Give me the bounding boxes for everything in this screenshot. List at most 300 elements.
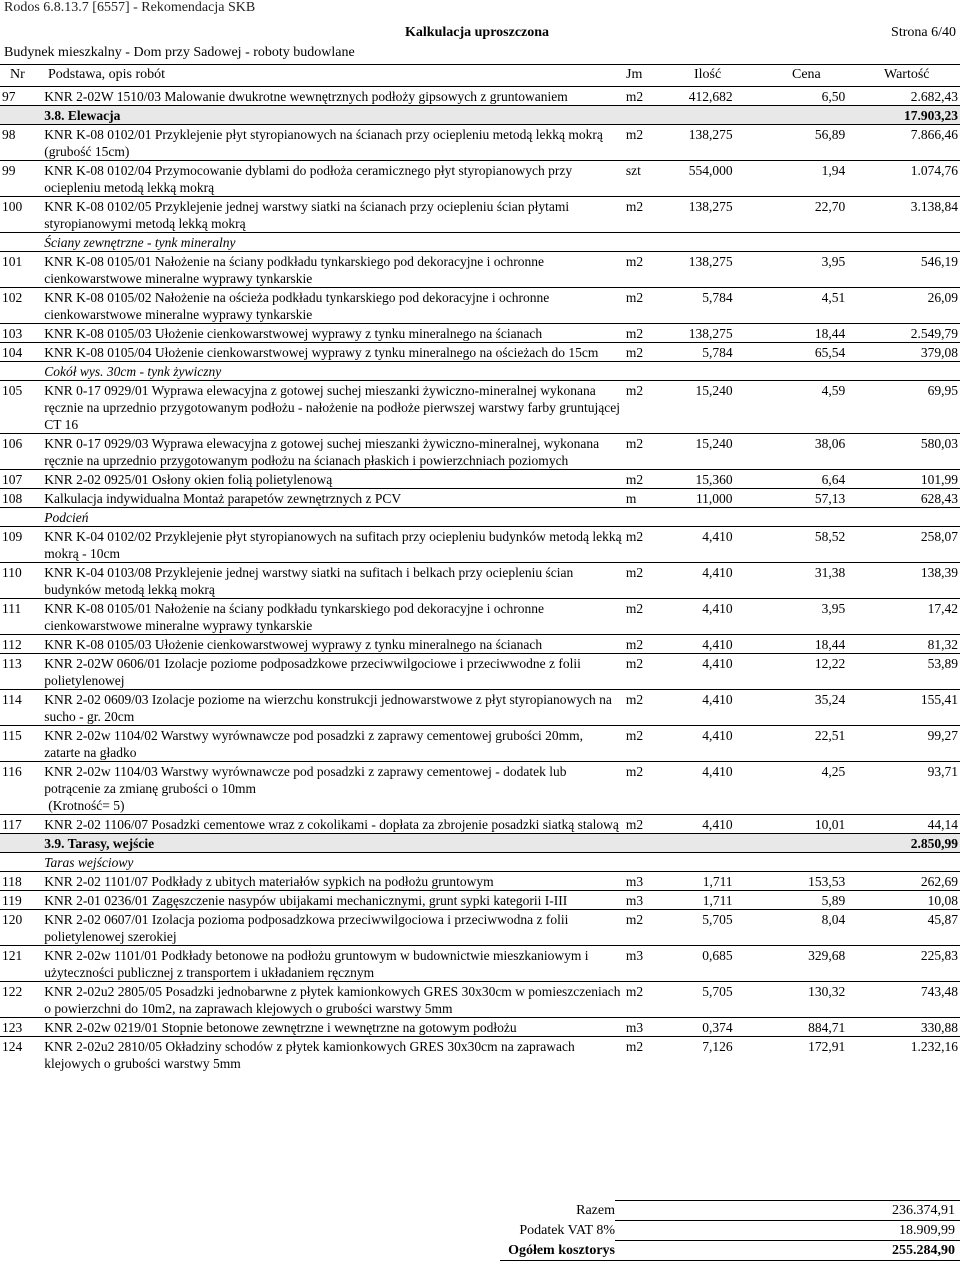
cell-price [735, 834, 848, 853]
cell-qty-text: 554,000 [688, 163, 733, 178]
cell-jm [624, 106, 668, 125]
table-row [0, 252, 960, 288]
table-row [0, 654, 960, 690]
cell-desc [40, 343, 624, 362]
cell-price-text: 57,13 [814, 491, 846, 506]
cell-nr-text: 116 [2, 764, 22, 779]
cell-value-text: 53,89 [927, 656, 958, 671]
cell-jm [624, 762, 668, 815]
cell-desc [40, 834, 624, 853]
cell-nr [0, 815, 40, 834]
cell-desc [40, 982, 624, 1018]
cell-value [847, 910, 960, 946]
cell-value [847, 1037, 960, 1073]
total-grand-value: 255.284,90 [892, 1243, 955, 1258]
cell-jm [624, 288, 668, 324]
cell-qty-text: 5,705 [702, 912, 733, 927]
cell-value [847, 599, 960, 635]
cell-value-text: 743,48 [920, 984, 958, 999]
cell-desc-text: Taras wejściowy [44, 855, 134, 870]
cell-value [847, 508, 960, 527]
cell-nr [0, 910, 40, 946]
cell-nr-text: 105 [2, 383, 23, 398]
cell-value-text: 45,87 [927, 912, 958, 927]
cell-jm [624, 324, 668, 343]
cell-value-text: 330,88 [920, 1020, 958, 1035]
cell-desc-text: KNR K-04 0103/08 Przyklejenie jednej warstwy siatki na sufitach i belkach przy ociepleniu ścian budynków metodą lekką mokrą [44, 565, 574, 597]
cell-jm [624, 599, 668, 635]
cell-price-text: 18,44 [814, 637, 846, 652]
cell-desc-text: KNR K-08 0105/02 Nałożenie na ościeża podkładu tynkarskiego pod dekoracyjne i ochronne cienkowarstwowe mineralne wyprawy tynkarskie [44, 290, 550, 322]
cell-nr-text: 113 [2, 656, 22, 671]
cell-qty [668, 381, 734, 434]
cell-qty [668, 635, 734, 654]
cell-nr [0, 324, 40, 343]
cell-desc [40, 106, 624, 125]
table-row [0, 891, 960, 910]
cell-qty [668, 288, 734, 324]
cost-table-body [0, 87, 960, 1073]
section-row [0, 834, 960, 853]
cell-qty-text: 138,275 [688, 127, 733, 142]
cell-qty [668, 434, 734, 470]
total-vat-row [0, 1221, 960, 1240]
cell-jm-text: m2 [625, 656, 644, 671]
cell-jm-text: m2 [625, 728, 644, 743]
table-row [0, 527, 960, 563]
cell-desc [40, 635, 624, 654]
cell-nr [0, 1018, 40, 1037]
cell-jm [624, 853, 668, 872]
cell-value-text: 628,43 [920, 491, 958, 506]
cell-jm [624, 233, 668, 252]
cell-nr [0, 726, 40, 762]
cell-qty-text: 412,682 [688, 89, 733, 104]
cell-qty-text: 5,784 [702, 290, 733, 305]
cell-qty-text: 4,410 [702, 817, 733, 832]
cell-price-text: 38,06 [814, 436, 846, 451]
cell-value [847, 1018, 960, 1037]
cell-value [847, 946, 960, 982]
cell-price [735, 161, 848, 197]
col-header-desc: Podstawa, opis robót [48, 67, 166, 82]
cell-price-text: 10,01 [814, 817, 846, 832]
cell-nr [0, 563, 40, 599]
cell-nr [0, 834, 40, 853]
cell-jm [624, 910, 668, 946]
cell-jm [624, 508, 668, 527]
cell-qty-text: 4,410 [702, 565, 733, 580]
cell-qty [668, 197, 734, 233]
cell-jm-text: m2 [625, 912, 644, 927]
cell-value [847, 252, 960, 288]
cell-desc-text: KNR K-08 0102/05 Przyklejenie jednej warstwy siatki na ścianach przy ociepleniu ścian płytami styropianowymi metodą lekką mokrą [44, 199, 570, 231]
cell-desc-text: KNR K-08 0105/01 Nałożenie na ściany podkładu tynkarskiego pod dekoracyjne i ochronne cienkowarstwowe mineralne wyprawy tynkarskie [44, 601, 544, 633]
cell-value-text: 1.074,76 [910, 163, 958, 178]
cell-price [735, 87, 848, 106]
project-name: Budynek mieszkalny - Dom przy Sadowej - roboty budowlane [4, 45, 355, 60]
cell-qty [668, 815, 734, 834]
cell-jm [624, 690, 668, 726]
cell-desc [40, 324, 624, 343]
cell-value [847, 834, 960, 853]
section-row [0, 106, 960, 125]
cell-qty [668, 891, 734, 910]
subsection-row [0, 362, 960, 381]
cell-price [735, 324, 848, 343]
table-row [0, 87, 960, 106]
cell-price-text: 6,50 [821, 89, 846, 104]
cell-nr-text: 117 [2, 817, 22, 832]
cell-desc-text: 3.8. Elewacja [44, 108, 121, 123]
cell-qty [668, 106, 734, 125]
cell-price-text: 65,54 [814, 345, 846, 360]
cell-price [735, 527, 848, 563]
cell-price [735, 946, 848, 982]
cell-qty [668, 599, 734, 635]
cell-nr [0, 872, 40, 891]
cell-price-text: 8,04 [821, 912, 846, 927]
cell-nr-text: 104 [2, 345, 23, 360]
cell-jm-text: m3 [625, 893, 644, 908]
cell-desc [40, 563, 624, 599]
cell-value [847, 161, 960, 197]
cell-value [847, 815, 960, 834]
cell-qty [668, 161, 734, 197]
table-row [0, 726, 960, 762]
cell-qty [668, 343, 734, 362]
cell-desc [40, 197, 624, 233]
cell-desc [40, 489, 624, 508]
cell-qty-text: 4,410 [702, 529, 733, 544]
cell-price [735, 726, 848, 762]
cell-price-text: 3,95 [821, 601, 846, 616]
cell-jm-text: m2 [625, 601, 644, 616]
cell-desc-text: 3.9. Tarasy, wejście [44, 836, 155, 851]
cell-jm-text: m2 [625, 345, 644, 360]
table-row [0, 324, 960, 343]
cell-value-text: 138,39 [920, 565, 958, 580]
cell-qty-text: 4,410 [702, 656, 733, 671]
cell-price-text: 18,44 [814, 326, 846, 341]
cell-qty-text: 15,240 [695, 383, 733, 398]
cell-nr-text: 110 [2, 565, 22, 580]
table-row [0, 946, 960, 982]
cell-qty [668, 946, 734, 982]
cell-jm [624, 654, 668, 690]
cell-desc [40, 853, 624, 872]
cell-jm [624, 1037, 668, 1073]
cell-nr-text: 100 [2, 199, 23, 214]
cell-desc-text: Kalkulacja indywidualna Montaż parapetów zewnętrznych z PCV [44, 491, 402, 506]
subsection-row [0, 508, 960, 527]
cell-value-text: 2.682,43 [910, 89, 958, 104]
cell-value [847, 362, 960, 381]
cell-desc-text: KNR K-08 0105/03 Ułożenie cienkowarstwowej wyprawy z tynku mineralnego na ścianach [44, 326, 543, 341]
cell-value-text: 2.850,99 [910, 836, 958, 851]
cell-qty [668, 527, 734, 563]
cell-value-text: 258,07 [920, 529, 958, 544]
total-razem-value: 236.374,91 [892, 1203, 955, 1218]
cell-nr [0, 891, 40, 910]
cell-price-text: 31,38 [814, 565, 846, 580]
cell-desc-text: Cokół wys. 30cm - tynk żywiczny [44, 364, 222, 379]
table-row [0, 125, 960, 161]
cell-price [735, 654, 848, 690]
cell-qty-text: 138,275 [688, 254, 733, 269]
cell-price-text: 12,22 [814, 656, 846, 671]
cell-jm [624, 434, 668, 470]
total-grand-row [0, 1241, 960, 1260]
cell-jm [624, 470, 668, 489]
cell-price-text: 1,94 [821, 163, 846, 178]
cell-desc [40, 690, 624, 726]
cell-jm-text: m2 [625, 637, 644, 652]
table-row [0, 762, 960, 815]
cell-desc-text: KNR K-08 0102/01 Przyklejenie płyt styropianowych na ścianach przy ociepleniu metodą lekką mokrą (grubość 15cm) [44, 127, 603, 159]
cell-value [847, 762, 960, 815]
cell-price-text: 884,71 [808, 1020, 846, 1035]
page-number: Strona 6/40 [891, 25, 956, 40]
totals-rule-3 [615, 1240, 960, 1241]
cell-price-text: 4,51 [821, 290, 846, 305]
cell-desc-text: KNR 2-02u2 2805/05 Posadzki jednobarwne z płytek kamionkowych GRES 30x30cm w pomieszczeniach o powierzchni do 10m2, na zaprawach klejowych o grubości warstwy 5mm [44, 984, 621, 1016]
cell-desc-text: KNR 2-02W 1510/03 Malowanie dwukrotne wewnętrznych podłoży gipsowych z gruntowaniem [44, 89, 568, 104]
cell-qty [668, 470, 734, 489]
row-note: (Krotność= 5) [48, 798, 125, 813]
cell-nr [0, 1037, 40, 1073]
cell-value [847, 563, 960, 599]
cell-qty [668, 982, 734, 1018]
cell-nr-text: 103 [2, 326, 23, 341]
cell-price-text: 329,68 [808, 948, 846, 963]
cell-nr [0, 233, 40, 252]
cell-jm-text: m2 [625, 326, 644, 341]
cell-nr [0, 690, 40, 726]
cell-desc-text: KNR 2-02w 0219/01 Stopnie betonowe zewnętrzne i wewnętrzne na gotowym podłożu [44, 1020, 517, 1035]
table-row [0, 489, 960, 508]
col-header-price: Cena [792, 67, 821, 82]
cell-value-text: 2.549,79 [910, 326, 958, 341]
cell-desc [40, 125, 624, 161]
cell-qty-text: 5,784 [702, 345, 733, 360]
cell-price [735, 508, 848, 527]
cell-jm-text: m2 [625, 817, 644, 832]
cell-jm [624, 527, 668, 563]
cell-nr [0, 508, 40, 527]
cell-value-text: 69,95 [927, 383, 958, 398]
cell-qty [668, 834, 734, 853]
cell-jm-text: m3 [625, 948, 644, 963]
cell-jm-text: m2 [625, 199, 644, 214]
cell-value-text: 81,32 [927, 637, 958, 652]
cell-qty-text: 7,126 [702, 1039, 733, 1054]
cell-price-text: 4,59 [821, 383, 846, 398]
cell-desc [40, 654, 624, 690]
cell-value [847, 324, 960, 343]
cell-desc-text: Podcień [44, 510, 89, 525]
cell-price [735, 233, 848, 252]
cell-value-text: 1.232,16 [910, 1039, 958, 1054]
cell-desc [40, 87, 624, 106]
cell-value [847, 489, 960, 508]
cell-price [735, 197, 848, 233]
cell-qty [668, 1037, 734, 1073]
cell-qty-text: 4,410 [702, 601, 733, 616]
cell-price [735, 1018, 848, 1037]
cell-jm-text: m2 [625, 692, 644, 707]
cell-price [735, 762, 848, 815]
cell-jm [624, 834, 668, 853]
cell-price [735, 434, 848, 470]
table-row [0, 161, 960, 197]
cell-nr [0, 654, 40, 690]
cell-price-text: 4,25 [821, 764, 846, 779]
table-row [0, 690, 960, 726]
cell-price [735, 982, 848, 1018]
cell-desc [40, 815, 624, 834]
cell-nr-text: 112 [2, 637, 22, 652]
cell-desc-text: KNR K-04 0102/02 Przyklejenie płyt styropianowych na sufitach przy ociepleniu budynków metodą lekką mokrą - 10cm [44, 529, 622, 561]
cell-jm-text: m2 [625, 529, 644, 544]
cell-price [735, 125, 848, 161]
cell-qty-text: 4,410 [702, 764, 733, 779]
cell-qty [668, 362, 734, 381]
col-header-jm: Jm [626, 67, 643, 82]
cell-nr-text: 115 [2, 728, 22, 743]
cell-price [735, 252, 848, 288]
cell-qty-text: 4,410 [702, 692, 733, 707]
cell-desc-text: Ściany zewnętrzne - tynk mineralny [44, 235, 236, 250]
table-row [0, 288, 960, 324]
total-razem-row [0, 1201, 960, 1220]
cell-value [847, 106, 960, 125]
cell-desc [40, 470, 624, 489]
cell-price [735, 288, 848, 324]
cell-desc [40, 726, 624, 762]
cell-desc [40, 1018, 624, 1037]
cell-value [847, 635, 960, 654]
cell-price [735, 910, 848, 946]
cell-value-text: 546,19 [920, 254, 958, 269]
subsection-row [0, 853, 960, 872]
cell-desc [40, 508, 624, 527]
cell-nr [0, 946, 40, 982]
cell-value-text: 10,08 [927, 893, 958, 908]
cell-nr-text: 108 [2, 491, 23, 506]
cell-jm [624, 343, 668, 362]
cell-desc [40, 762, 624, 815]
cell-qty-text: 138,275 [688, 326, 733, 341]
subsection-row [0, 233, 960, 252]
cell-value [847, 690, 960, 726]
cell-value-text: 225,83 [920, 948, 958, 963]
cell-value-text: 26,09 [927, 290, 958, 305]
cell-value-text: 3.138,84 [910, 199, 958, 214]
totals-rule-2 [615, 1220, 960, 1221]
cell-jm-text: m2 [625, 472, 644, 487]
cell-value-text: 99,27 [927, 728, 958, 743]
cell-price [735, 635, 848, 654]
cell-qty-text: 0,374 [702, 1020, 733, 1035]
cell-price [735, 1037, 848, 1073]
cell-qty-text: 15,360 [695, 472, 733, 487]
table-row [0, 343, 960, 362]
cell-desc-text: KNR 0-17 0929/03 Wyprawa elewacyjna z gotowej suchej mieszanki żywiczno-mineralnej, wykonana ręcznie na uprzednio przygotowanym podłożu na ścianach płaskich i powierzchniach poziomych [44, 436, 600, 468]
cell-qty-text: 5,705 [702, 984, 733, 999]
table-row [0, 434, 960, 470]
cell-value [847, 197, 960, 233]
cell-desc-text: KNR K-08 0105/04 Ułożenie cienkowarstwowej wyprawy z tynku mineralnego na ościeżach do 15cm [44, 345, 599, 360]
cell-nr-text: 118 [2, 874, 22, 889]
cell-nr-text: 114 [2, 692, 22, 707]
cell-nr-text: 123 [2, 1020, 23, 1035]
cell-value-text: 17.903,23 [904, 108, 958, 123]
cell-value [847, 872, 960, 891]
cell-desc-text: KNR K-08 0105/03 Ułożenie cienkowarstwowej wyprawy z tynku mineralnego na ścianach [44, 637, 543, 652]
cost-table [0, 86, 960, 1072]
cell-desc-text: KNR 2-02w 1104/03 Warstwy wyrównawcze pod posadzki z zaprawy cementowej - dodatek lub potrącenie za zmianę grubości o 10mm [44, 764, 567, 796]
cell-value-text: 262,69 [920, 874, 958, 889]
cell-nr-text: 119 [2, 893, 22, 908]
cell-desc-text: KNR 2-02 1106/07 Posadzki cementowe wraz z cokolikami - dopłata za zbrojenie posadzki siatką stalową [44, 817, 619, 832]
col-header-qty: Ilość [694, 67, 722, 82]
cell-nr [0, 252, 40, 288]
cell-nr [0, 762, 40, 815]
cell-price [735, 381, 848, 434]
table-row [0, 599, 960, 635]
cell-value [847, 233, 960, 252]
cell-price-text: 35,24 [814, 692, 846, 707]
cell-price-text: 3,95 [821, 254, 846, 269]
cell-desc-text: KNR 2-02w 1104/02 Warstwy wyrównawcze pod posadzki z zaprawy cementowej grubości 20mm, zatarte na gładko [44, 728, 584, 760]
cell-desc [40, 1037, 624, 1073]
cell-nr [0, 381, 40, 434]
cell-nr-text: 107 [2, 472, 23, 487]
cell-nr [0, 434, 40, 470]
cell-desc [40, 599, 624, 635]
table-row [0, 635, 960, 654]
cell-nr [0, 197, 40, 233]
cell-value [847, 891, 960, 910]
cell-desc-text: KNR 2-02 0607/01 Izolacja pozioma podposadzkowa przeciwwilgociowa i przeciwwodna z folii polietylenowej szerokiej [44, 912, 569, 944]
cell-jm [624, 489, 668, 508]
cell-qty [668, 125, 734, 161]
cell-value [847, 125, 960, 161]
cell-nr-text: 101 [2, 254, 23, 269]
cell-desc [40, 434, 624, 470]
cell-nr [0, 982, 40, 1018]
cell-desc-text: KNR 2-02 1101/07 Podkłady z ubitych materiałów sypkich na podłożu gruntowym [44, 874, 494, 889]
cell-desc [40, 891, 624, 910]
cell-price [735, 853, 848, 872]
cell-value-text: 379,08 [920, 345, 958, 360]
cell-value-text: 101,99 [920, 472, 958, 487]
cell-nr [0, 161, 40, 197]
cell-price-text: 130,32 [808, 984, 846, 999]
cell-jm [624, 1018, 668, 1037]
cell-qty [668, 872, 734, 891]
cell-nr [0, 527, 40, 563]
cell-jm-text: m2 [625, 984, 644, 999]
cell-value [847, 982, 960, 1018]
col-header-nr: Nr [10, 67, 25, 82]
cell-price [735, 470, 848, 489]
cell-nr-text: 102 [2, 290, 23, 305]
cell-jm-text: m2 [625, 565, 644, 580]
cell-qty-text: 138,275 [688, 199, 733, 214]
cell-jm-text: m2 [625, 383, 644, 398]
